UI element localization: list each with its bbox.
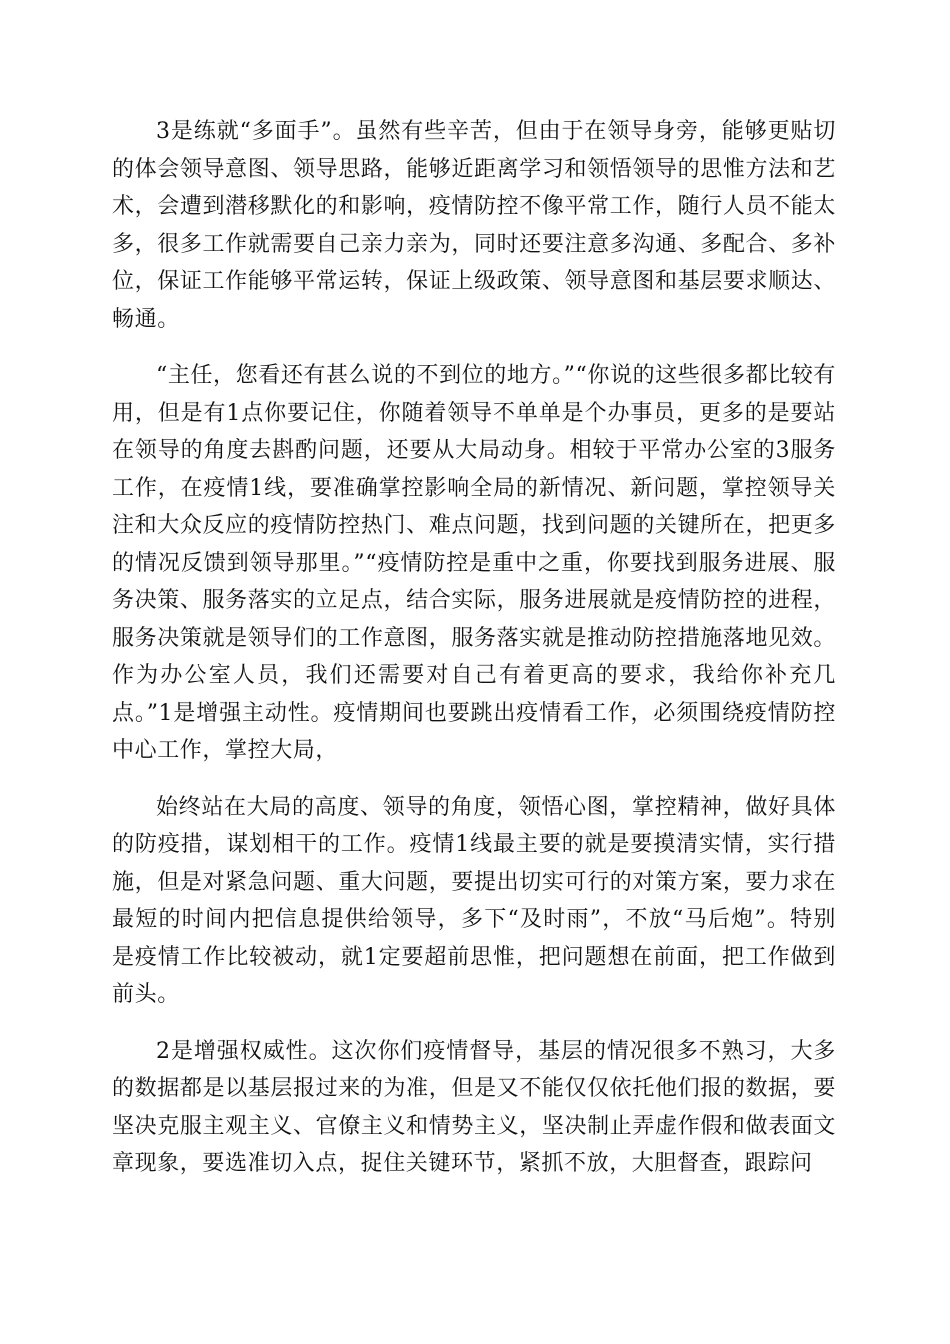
- paragraph-authority: 2是增强权威性。这次你们疫情督导，基层的情况很多不熟习，大多的数据都是以基层报过来的为准，但是又不能仅仅依托他们报的数据，要坚决克服主观主义、官僚主义和情势主义，坚决制止弄虚作假和做表面文章现象，要选准切入点，捉住关键环节，紧抓不放，大胆督查，跟踪问: [112, 1038, 836, 1176]
- paragraph-multiskill: 3是练就“多面手”。虽然有些辛苦，但由于在领导身旁，能够更贴切的体会领导意图、领导思路，能够近距离学习和领悟领导的思惟方法和艺术，会遭到潜移默化的和影响，疫情防控不像平常工作，随行人员不能太多，很多工作就需要自己亲力亲为，同时还要注意多沟通、多配合、多补位，保证工作能够平常运转，保证上级政策、领导意图和基层要求顺达、畅通。: [112, 119, 836, 332]
- document-body: [112, 113, 836, 1202]
- paragraph-dialogue: “主任，您看还有甚么说的不到位的地方。”“你说的这些很多都比较有用，但是有1点你要记住，你随着领导不单单是个办事员，更多的是要站在领导的角度去斟酌问题，还要从大局动身。相较于平常办公室的3服务工作，在疫情1线，要准确掌控影响全局的新情况、新问题，掌控领导关注和大众反应的疫情防控热门、难点问题，找到问题的关键所在，把更多的情况反馈到领导那里。”“疫情防控是重中之重，你要找到服务进展、服务决策、服务落实的立足点，结合实际，服务进展就是疫情防控的进程，服务决策就是领导们的工作意图，服务落实就是推动防控措施落地见效。作为办公室人员，我们还需要对自己有着更高的要求，我给你补充几点。”1是增强主动性。疫情期间也要跳出疫情看工作，必须围绕疫情防控中心工作，掌控大局，: [112, 363, 836, 763]
- paragraph-overall-view: 始终站在大局的高度、领导的角度，领悟心图，掌控精神，做好具体的防疫措，谋划相干的工作。疫情1线最主要的就是要摸清实情，实行措施，但是对紧急问题、重大问题，要提出切实可行的对策方案，要力求在最短的时间内把信息提供给领导，多下“及时雨”，不放“马后炮”。特别是疫情工作比较被动，就1定要超前思惟，把问题想在前面，把工作做到前头。: [112, 794, 836, 1007]
